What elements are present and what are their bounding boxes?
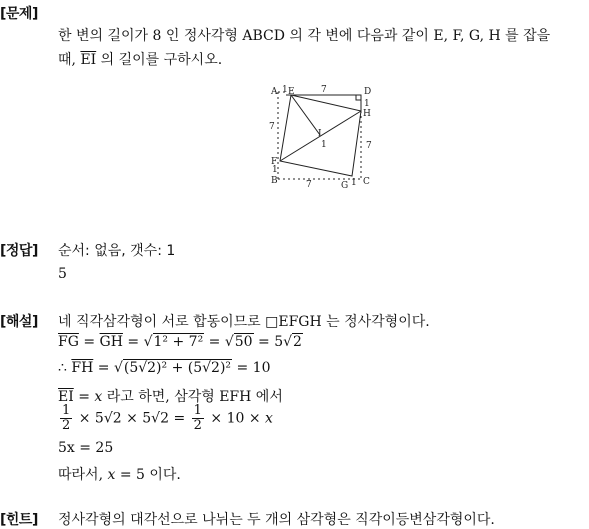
- label-a: A: [271, 87, 278, 97]
- problem-line-2-suffix: 의 길이를 구하시오.: [96, 52, 223, 68]
- solution-line-4-text: 라고 하면, 삼각형 EFH 에서: [102, 389, 283, 405]
- radicand: 1² + 7²: [153, 334, 204, 350]
- fraction-half: [192, 404, 204, 433]
- hint-label: [힌트]: [0, 512, 38, 528]
- denominator: 2: [193, 418, 202, 433]
- label-top-left: 1: [282, 85, 288, 95]
- equals: =: [204, 334, 225, 350]
- label-h: H: [363, 109, 371, 119]
- problem-line-2: [58, 49, 222, 69]
- numerator: 1: [62, 403, 71, 418]
- answer-label: [정답]: [0, 243, 38, 259]
- radicand: 2: [293, 334, 302, 350]
- sqrt-50: √50: [224, 334, 253, 350]
- label-top-right: 7: [321, 85, 327, 95]
- equals: =: [73, 389, 95, 405]
- label-c: C: [363, 177, 370, 187]
- denominator: 2: [62, 418, 71, 433]
- segment-ei: $\overline{EI}$: [80, 52, 97, 68]
- variable-x: x: [94, 389, 103, 405]
- sqrt-2: √2: [283, 334, 302, 350]
- label-e: E: [288, 87, 295, 97]
- equals: =: [78, 334, 100, 350]
- problem-line-2-prefix: 때,: [58, 52, 81, 68]
- solution-line-5: [58, 404, 273, 433]
- coefficient: = 5: [253, 334, 284, 350]
- segment-gh: $\overline{GH}$: [99, 334, 123, 350]
- label-f: F: [271, 157, 278, 167]
- area-expression: × 10 ×: [205, 410, 266, 427]
- label-bottom-right: 1: [351, 178, 357, 188]
- solution-line-7: [58, 464, 181, 484]
- solution-line-1: 네 직각삼각형이 서로 합동이므로 □EFGH 는 정사각형이다.: [58, 314, 430, 330]
- label-right-top: 1: [364, 99, 370, 109]
- result: = 10: [232, 360, 271, 376]
- label-eh-length: 1: [321, 140, 327, 150]
- conclusion-prefix: 따라서,: [58, 467, 108, 483]
- square-diagram: [266, 81, 386, 193]
- solution-label: [해설]: [0, 314, 38, 330]
- problem-label: [문제]: [0, 6, 38, 22]
- solution-line-4: [58, 386, 283, 406]
- numerator: 1: [193, 403, 202, 418]
- fraction-half: [60, 404, 72, 433]
- hint-text: 정사각형의 대각선으로 나뉘는 두 개의 삼각형은 직각이등변삼각형이다.: [58, 512, 495, 528]
- segment-ei: $\overline{EI}$: [58, 389, 74, 405]
- conclusion-suffix: = 5 이다.: [115, 467, 181, 483]
- variable-x: x: [265, 410, 273, 427]
- radicand: 50: [234, 334, 253, 350]
- radicand: (5√2)² + (5√2)²: [123, 360, 232, 376]
- sqrt-sum-squares: √1² + 7²: [143, 334, 204, 350]
- label-i: I: [318, 129, 322, 139]
- sqrt-pythagoras: √(5√2)² + (5√2)²: [113, 360, 232, 376]
- label-right-bottom: 7: [366, 141, 372, 151]
- solution-line-2: [58, 334, 303, 350]
- variable-x: x: [107, 467, 116, 483]
- therefore-symbol: ∴: [58, 360, 72, 376]
- segment-fh: $\overline{FH}$: [71, 360, 94, 376]
- problem-line-1: 한 변의 길이가 8 인 정사각형 ABCD 의 각 변에 다음과 같이 E, F, G, H 를 잡을: [58, 28, 551, 44]
- label-g: G: [341, 181, 349, 191]
- solution-line-3: [58, 360, 271, 376]
- label-d: D: [364, 87, 372, 97]
- answer-meta: 순서: 없음, 갯수: 1: [58, 243, 176, 259]
- right-angle-d: [356, 95, 361, 100]
- label-left-bottom: 1: [272, 165, 278, 175]
- area-expression: × 5√2 × 5√2 =: [74, 410, 190, 427]
- equals: =: [93, 360, 114, 376]
- label-left-top: 7: [269, 122, 275, 132]
- segment-fg: $\overline{FG}$: [58, 334, 79, 350]
- answer-value: 5: [58, 266, 67, 282]
- label-b: B: [271, 176, 278, 186]
- solution-line-6: 5x = 25: [58, 440, 114, 456]
- equals: =: [122, 334, 144, 350]
- label-bottom-left: 7: [306, 180, 312, 190]
